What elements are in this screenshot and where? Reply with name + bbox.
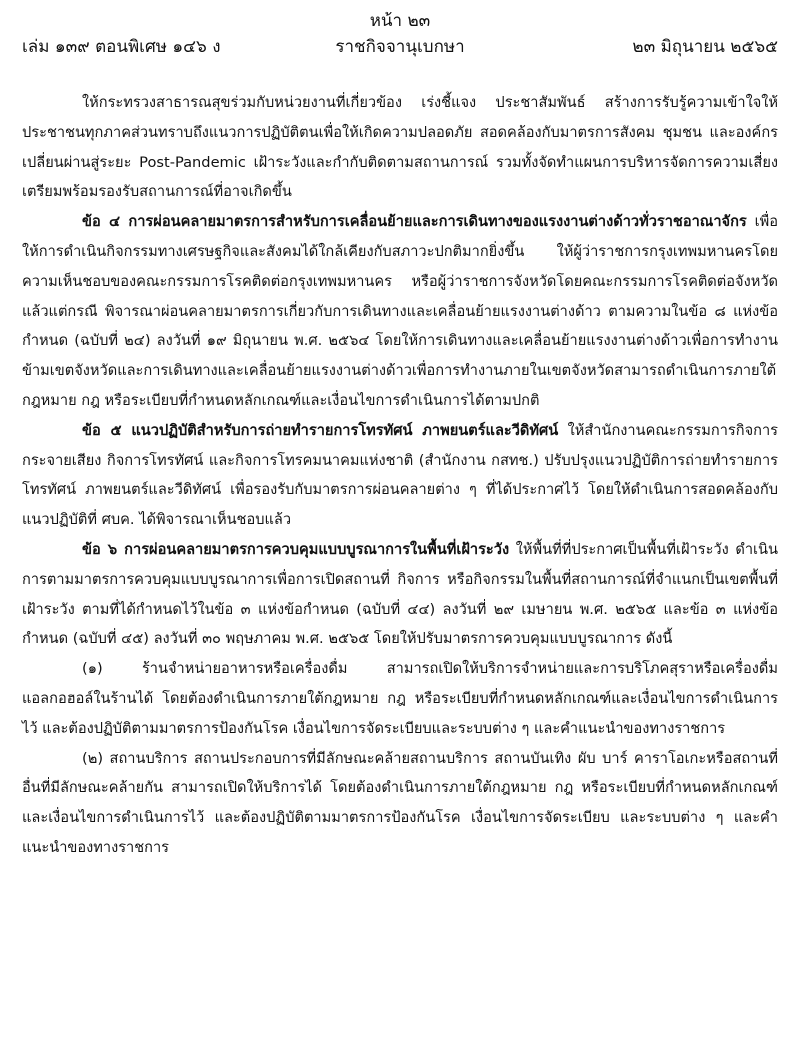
clause-heading: ข้อ ๕ แนวปฏิบัติสำหรับการถ่ายทำรายการโทรทัศน์ ภาพยนตร์และวีดิทัศน์ [82,421,559,439]
paragraph-item-1 [22,654,778,743]
page-number: หน้า ๒๓ [369,11,431,31]
paragraph-item-2 [22,744,778,863]
paragraph-text: ให้พื้นที่ที่ประกาศเป็นพื้นที่เฝ้าระวัง ดำเนินการตามมาตรการควบคุมแบบบูรณาการเพื่อการเปิดสถานที่ กิจการ หรือกิจกรรมในพื้นที่สถานการณ์ที่จำแนกเป็นเขตพื้นที่เฝ้าระวัง ตามที่ได้กำหนดไว้ในข้อ ๓ แห่งข้อกำหนด (ฉบับที่ ๔๔) ลงวันที่ ๒๙ เมษายน พ.ศ. ๒๕๖๕ และข้อ ๓ แห่งข้อกำหนด (ฉบับที่ ๔๕) ลงวันที่ ๓๐ พฤษภาคม พ.ศ. ๒๕๖๕ โดยให้ปรับมาตรการควบคุมแบบบูรณาการ ดังนี้ [22,540,778,648]
paragraph-clause-4 [22,207,778,416]
publication-date: ๒๓ มิถุนายน ๒๕๖๕ [632,37,778,57]
paragraph-text: (๑) ร้านจำหน่ายอาหารหรือเครื่องดื่ม สามารถเปิดให้บริการจำหน่ายและการบริโภคสุราหรือเครื่องดื่มแอลกอฮอล์ในร้านได้ โดยต้องดำเนินการภายใต้กฎหมาย กฎ หรือระเบียบที่กำหนดหลักเกณฑ์และเงื่อนไขการดำเนินการไว้ และต้องปฏิบัติตามมาตรการป้องกันโรค เงื่อนไขการจัดระเบียบและระบบต่าง ๆ และคำแนะนำของทางราชการ [22,660,778,737]
paragraph-text: เพื่อให้การดำเนินกิจกรรมทางเศรษฐกิจและสังคมได้ใกล้เคียงกับสภาวะปกติมากยิ่งขึ้น ให้ผู้ว่าราชการกรุงเทพมหานครโดยความเห็นชอบของคณะกรรมการโรคติดต่อกรุงเทพมหานคร หรือผู้ว่าราชการจังหวัดโดยคณะกรรมการโรคติดต่อจังหวัด แล้วแต่กรณี พิจารณาผ่อนคลายมาตรการเกี่ยวกับการเดินทางและเคลื่อนย้ายแรงงานต่างด้าว ตามความในข้อ ๘ แห่งข้อกำหนด (ฉบับที่ ๒๔) ลงวันที่ ๑๙ มิถุนายน พ.ศ. ๒๕๖๔ โดยให้การเดินทางและเคลื่อนย้ายแรงงานต่างด้าวเพื่อการทำงานข้ามเขตจังหวัดและการเดินทางและเคลื่อนย้ายแรงงานต่างด้าวเพื่อการทำงานภายในเขตจังหวัดสามารถดำเนินการภายใต้กฎหมาย กฎ หรือระเบียบที่กำหนดหลักเกณฑ์และเงื่อนไขการดำเนินการได้ตามปกติ [22,213,779,409]
gazette-header [22,36,778,60]
clause-heading: ข้อ ๖ การผ่อนคลายมาตรการควบคุมแบบบูรณาการในพื้นที่เฝ้าระวัง [82,540,510,558]
clause-heading: ข้อ ๔ การผ่อนคลายมาตรการสำหรับการเคลื่อนย้ายและการเดินทางของแรงงานต่างด้าวทั่วราชอาณาจักร [82,213,747,231]
volume-info: เล่ม ๑๓๙ ตอนพิเศษ ๑๔๖ ง [22,37,221,57]
paragraph-text: ให้กระทรวงสาธารณสุขร่วมกับหน่วยงานที่เกี่ยวข้อง เร่งชี้แจง ประชาสัมพันธ์ สร้างการรับรู้ความเข้าใจให้ประชาชนทุกภาคส่วนทราบถึงแนวการปฏิบัติตนเพื่อให้เกิดความปลอดภัย สอดคล้องกับมาตรการสังคม ชุมชน และองค์กร เปลี่ยนผ่านสู่ระยะ Post-Pandemic เฝ้าระวังและกำกับติดตามสถานการณ์ รวมทั้งจัดทำแผนการบริหารจัดการความเสี่ยงเตรียมพร้อมรองรับสถานการณ์ที่อาจเกิดขึ้น [22,94,778,201]
paragraph-text: (๒) สถานบริการ สถานประกอบการที่มีลักษณะคล้ายสถานบริการ สถานบันเทิง ผับ บาร์ คาราโอเกะหรือสถานที่อื่นที่มีลักษณะคล้ายกัน สามารถเปิดให้บริการได้ โดยต้องดำเนินการภายใต้กฎหมาย กฎ หรือระเบียบที่กำหนดหลักเกณฑ์และเงื่อนไขการดำเนินการไว้ และต้องปฏิบัติตามมาตรการป้องกันโรค เงื่อนไขการจัดระเบียบ และระบบต่าง ๆ และคำแนะนำของทางราชการ [22,749,778,856]
document-body [22,88,778,863]
paragraph-text: ให้สำนักงานคณะกรรมการกิจการกระจายเสียง กิจการโทรทัศน์ และกิจการโทรคมนาคมแห่งชาติ (สำนักงาน กสทช.) ปรับปรุงแนวปฏิบัติการถ่ายทำรายการโทรทัศน์ ภาพยนตร์และวีดิทัศน์ เพื่อรองรับกับมาตรการผ่อนคลายต่าง ๆ ที่ได้ประกาศไว้ โดยให้ดำเนินการสอดคล้องกับแนวปฏิบัติที่ ศบค. ได้พิจารณาเห็นชอบแล้ว [22,421,778,529]
publication-name: ราชกิจจานุเบกษา [335,37,465,57]
paragraph-clause-6 [22,535,778,654]
paragraph-intro [22,88,778,207]
paragraph-clause-5 [22,416,778,535]
